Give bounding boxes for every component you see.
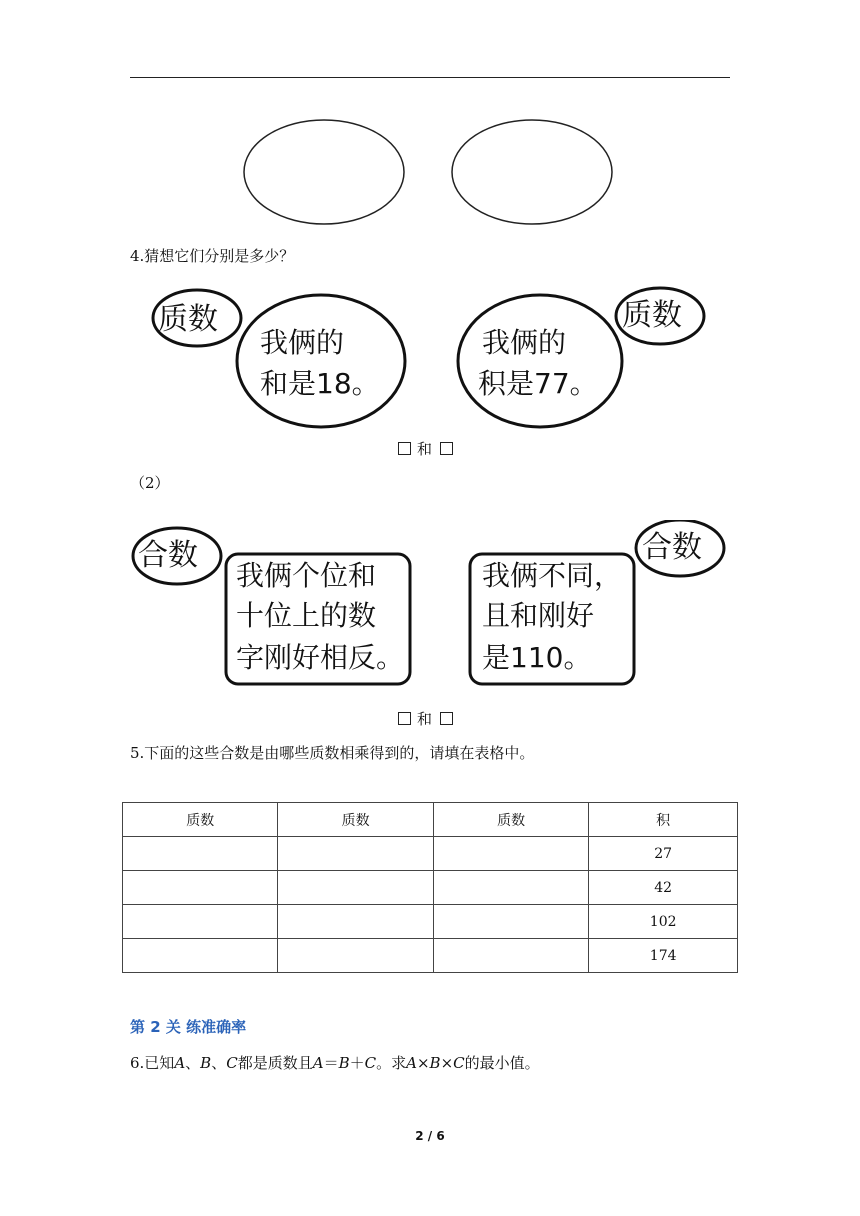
answer-box[interactable] — [440, 712, 453, 725]
blank-cell[interactable] — [433, 837, 588, 871]
table-row — [123, 905, 738, 939]
part1-answer: 和 — [392, 438, 459, 459]
answer-ovals — [240, 114, 620, 232]
table-header: 质数 — [123, 803, 278, 837]
part2-left-line3: 字刚好相反。 — [236, 641, 405, 674]
table-header: 质数 — [433, 803, 588, 837]
table-row — [123, 939, 738, 973]
product-cell: 102 — [589, 905, 738, 939]
answer-oval-right — [452, 120, 612, 224]
blank-cell[interactable] — [278, 939, 433, 973]
answer-oval-left — [244, 120, 404, 224]
part2-right-line1: 我俩不同， — [482, 559, 623, 592]
blank-cell[interactable] — [123, 837, 278, 871]
table-row — [123, 871, 738, 905]
page-number: 2 / 6 — [415, 1129, 445, 1143]
section-title: 第 2 关 练准确率 — [130, 1018, 247, 1036]
part2-bubbles — [130, 520, 730, 688]
blank-cell[interactable] — [278, 837, 433, 871]
product-cell: 42 — [589, 871, 738, 905]
prime-factor-table — [122, 802, 738, 973]
blank-cell[interactable] — [278, 905, 433, 939]
answer-box[interactable] — [398, 442, 411, 455]
part2-left-line2: 十位上的数 — [236, 599, 377, 632]
blank-cell[interactable] — [123, 905, 278, 939]
table-row — [123, 837, 738, 871]
blank-cell[interactable] — [433, 871, 588, 905]
product-cell: 27 — [589, 837, 738, 871]
part1-right-line2: 积是77。 — [478, 367, 598, 400]
question-5: 5.下面的这些合数是由哪些质数相乘得到的，请填在表格中。 — [130, 744, 535, 762]
header-rule — [130, 77, 730, 78]
blank-cell[interactable] — [123, 939, 278, 973]
table-header: 质数 — [278, 803, 433, 837]
part2-right-tag: 合数 — [642, 530, 702, 565]
part2-right-line3: 是110。 — [482, 641, 592, 674]
question-4: 4.猜想它们分别是多少？ — [130, 247, 295, 265]
left-speech-oval — [237, 295, 405, 427]
right-speech-oval — [458, 295, 622, 427]
part1-right-line1: 我俩的 — [482, 326, 567, 359]
product-cell: 174 — [589, 939, 738, 973]
question-6: 6.已知A、B、C都是质数且A＝B＋C。求A×B×C的最小值。 — [130, 1054, 540, 1072]
part1-left-line1: 我俩的 — [260, 326, 345, 359]
part1-right-tag: 质数 — [622, 298, 682, 333]
table-header-row — [123, 803, 738, 837]
part2-answer: 和 — [392, 708, 459, 729]
blank-cell[interactable] — [278, 871, 433, 905]
blank-cell[interactable] — [433, 939, 588, 973]
answer-box[interactable] — [398, 712, 411, 725]
part2-left-line1: 我俩个位和 — [236, 559, 377, 592]
blank-cell[interactable] — [433, 905, 588, 939]
table-header: 积 — [589, 803, 738, 837]
blank-cell[interactable] — [123, 871, 278, 905]
part2-right-line2: 且和刚好 — [482, 599, 595, 632]
part1-left-tag: 质数 — [158, 302, 218, 337]
part1-left-line2: 和是18。 — [260, 367, 380, 400]
answer-box[interactable] — [440, 442, 453, 455]
part2-left-tag: 合数 — [138, 538, 198, 573]
part2-label: （2） — [130, 474, 170, 492]
